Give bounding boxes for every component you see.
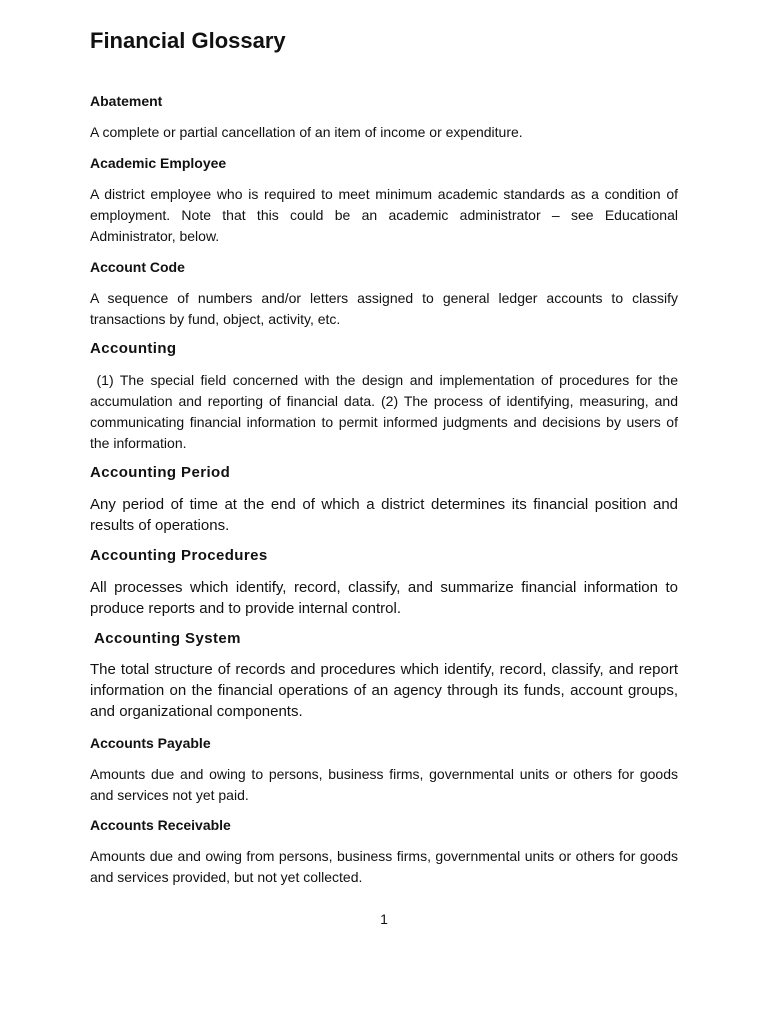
entry-definition: All processes which identify, record, classify, and summarize financial information to produce reports and to provide internal control.	[90, 579, 678, 617]
entry-term: Account Code	[90, 259, 185, 275]
glossary-definition	[90, 288, 678, 330]
entry-definition: Amounts due and owing to persons, business firms, governmental units or others for goods and services not yet paid.	[90, 766, 678, 803]
glossary-definition	[90, 764, 678, 806]
glossary-definition	[90, 577, 678, 619]
entry-definition: Any period of time at the end of which a district determines its financial position and results of operations.	[90, 496, 678, 534]
entry-definition: A district employee who is required to meet minimum academic standards as a condition of employment. Note that this could be an academic administrator – see Educational Administrator, below.	[90, 186, 678, 244]
glossary-definition	[90, 184, 678, 247]
glossary-definition	[90, 494, 678, 536]
glossary-entry	[90, 154, 678, 172]
entry-term: Accounting	[90, 340, 177, 357]
glossary-entry	[90, 340, 678, 358]
entry-definition: Amounts due and owing from persons, business firms, governmental units or others for goods and services provided, but not yet collected.	[90, 848, 678, 885]
glossary-definition	[90, 659, 678, 722]
entry-term: Accounting Procedures	[90, 547, 268, 564]
glossary-definition	[90, 122, 678, 143]
glossary-entry	[90, 258, 678, 276]
entry-definition: A complete or partial cancellation of an item of income or expenditure.	[90, 124, 523, 140]
glossary-entry	[90, 464, 678, 482]
entry-term: Abatement	[90, 93, 163, 109]
glossary-definition	[90, 846, 678, 888]
entry-definition: (1) The special field concerned with the design and implementation of procedures for the accumulation and reporting of financial data. (2) The process of identifying, measuring, and communicating financial information to permit informed judgments and decisions by users of the information.	[90, 372, 682, 451]
glossary-entry	[90, 547, 678, 565]
entry-term: Academic Employee	[90, 155, 227, 171]
entry-term: Accounts Receivable	[90, 817, 231, 833]
glossary-entry	[90, 816, 678, 834]
entry-term: Accounting System	[94, 630, 241, 647]
glossary-definition	[90, 370, 682, 454]
document-page	[90, 0, 682, 885]
entry-definition: The total structure of records and procedures which identify, record, classify, and report information on the financial operations of an agency through its funds, account groups, and organizational components.	[90, 661, 678, 720]
entry-definition: A sequence of numbers and/or letters assigned to general ledger accounts to classify transactions by fund, object, activity, etc.	[90, 290, 678, 327]
page-number: 1	[380, 911, 388, 927]
entry-term: Accounts Payable	[90, 735, 211, 751]
glossary-entry	[94, 630, 678, 648]
document-title: Financial Glossary	[90, 28, 286, 53]
entry-term: Accounting Period	[90, 464, 231, 481]
glossary-entry	[90, 734, 678, 752]
glossary-entry	[90, 92, 678, 110]
